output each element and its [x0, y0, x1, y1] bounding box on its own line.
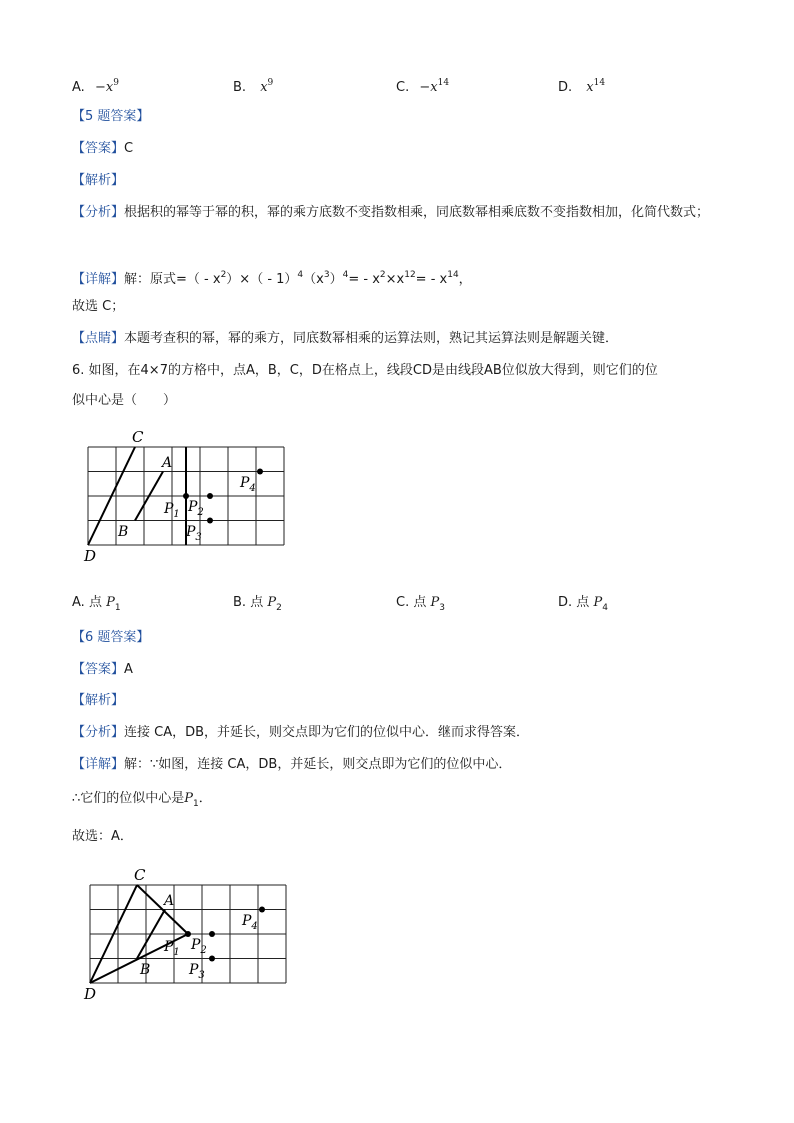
sub: 3 — [195, 532, 202, 543]
q5-option-d — [558, 74, 605, 97]
q6-option-c — [396, 594, 445, 617]
option-p: P — [267, 595, 277, 610]
detail-part: ）×（ - 1） — [226, 272, 298, 287]
detail-exp: 12 — [404, 270, 416, 280]
detail-part: 解：原式=（ - x — [124, 272, 221, 287]
p: P — [191, 937, 201, 953]
detail-exp: 2 — [379, 270, 386, 280]
option-letter: A. — [72, 595, 85, 610]
q5-key-point — [72, 330, 618, 348]
point-p4 — [257, 469, 263, 475]
exponent: 14 — [437, 78, 450, 88]
p: P — [188, 499, 198, 515]
option-sub: 4 — [602, 603, 608, 613]
label-p1 — [163, 501, 180, 520]
label-c: C — [134, 866, 146, 884]
answer-tag: 【答案】 — [72, 141, 125, 156]
exponent: 9 — [267, 78, 274, 88]
base: x — [586, 80, 594, 95]
point-p4 — [259, 907, 265, 913]
q6-therefore — [72, 790, 212, 813]
sub: 2 — [200, 945, 207, 956]
option-text: 点 — [250, 595, 264, 610]
detail-part: （x — [303, 272, 324, 287]
detail-tag: 【详解】 — [72, 272, 125, 287]
option-sub: 1 — [114, 603, 121, 613]
label-p4 — [239, 475, 256, 494]
detail-exp: 4 — [342, 270, 349, 280]
sub: 4 — [251, 921, 258, 932]
option-letter: B. — [233, 595, 247, 610]
option-math — [586, 80, 605, 95]
sub: 1 — [173, 509, 180, 520]
q6-option-d — [558, 594, 608, 617]
label-p1 — [163, 939, 180, 958]
option-letter: C. — [396, 595, 410, 610]
analysis-tag: 【分析】 — [72, 725, 125, 740]
option-letter: B. — [233, 80, 247, 95]
analysis-text: 连接 CA，DB，并延长，则交点即为它们的位似中心．继而求得答案． — [124, 725, 530, 740]
detail-exp: 14 — [447, 270, 459, 280]
q6-stem-line2: 似中心是（ ） — [72, 393, 177, 408]
label-a: A — [164, 893, 175, 909]
detail-part: = - x — [348, 272, 380, 287]
label-c: C — [132, 428, 144, 446]
q6-detail — [72, 756, 511, 774]
detail-exp: 4 — [297, 270, 304, 280]
option-math — [419, 80, 449, 95]
p: P — [164, 501, 174, 517]
sign: − — [94, 80, 106, 95]
q6-answer-heading: 【6 题答案】 — [72, 630, 150, 645]
detail-exp: 2 — [220, 270, 227, 280]
detail-tag: 【详解】 — [72, 757, 125, 772]
q6-analysis — [72, 724, 529, 742]
q5-detail — [72, 266, 472, 289]
sub: 1 — [173, 947, 180, 958]
option-letter: A. — [72, 80, 85, 95]
detail-part: ×x — [385, 272, 405, 287]
q6-choice: 故选：A． — [72, 829, 133, 844]
q6-option-a — [72, 594, 121, 617]
p: P — [240, 475, 250, 491]
q5-answer-heading: 【5 题答案】 — [72, 109, 150, 124]
key-point-text: 本题考查积的幂，幂的乘方，同底数幂相乘的运算法则，熟记其运算法则是解题关键． — [124, 331, 619, 346]
exponent: 14 — [593, 78, 606, 88]
q6-answer — [72, 661, 133, 679]
answer-value: A — [124, 662, 133, 677]
label-a: A — [162, 455, 173, 471]
option-p: P — [430, 595, 440, 610]
therefore-end: ． — [198, 791, 212, 806]
point-p3 — [207, 518, 213, 524]
label-d: D — [84, 985, 97, 1003]
point-p2 — [207, 493, 213, 499]
label-p2 — [187, 499, 204, 518]
q5-option-a — [72, 74, 119, 97]
exponent: 9 — [113, 78, 119, 88]
option-text: 点 — [88, 595, 102, 610]
q5-answer — [72, 140, 133, 158]
option-letter: C. — [396, 80, 410, 95]
point-p3 — [209, 956, 215, 962]
p: P — [164, 939, 174, 955]
option-p: P — [106, 595, 115, 610]
detail-exp: 3 — [323, 270, 330, 280]
label-d: D — [84, 547, 97, 565]
therefore-p: P — [184, 791, 194, 806]
p: P — [186, 524, 196, 540]
option-letter: D. — [558, 80, 573, 95]
point-p2 — [209, 931, 215, 937]
label-b: B — [118, 524, 129, 540]
option-sub: 3 — [439, 603, 445, 613]
q5-jiexi-heading: 【解析】 — [72, 173, 125, 188]
detail-part: ， — [458, 272, 472, 287]
analysis-tag: 【分析】 — [72, 205, 125, 220]
label-b: B — [140, 962, 151, 978]
label-p3 — [185, 524, 202, 543]
therefore-text: ∴它们的位似中心是 — [72, 791, 185, 806]
q5-choice: 故选 C； — [72, 299, 125, 314]
base: x — [260, 80, 268, 95]
base: x — [430, 80, 438, 95]
key-point-tag: 【点睛】 — [72, 331, 125, 346]
q5-option-c — [396, 74, 449, 97]
answer-tag: 【答案】 — [72, 662, 125, 677]
answer-value: C — [124, 141, 134, 156]
option-text: 点 — [576, 595, 590, 610]
option-sub: 2 — [276, 603, 282, 613]
sub: 3 — [198, 970, 205, 981]
therefore-sub: 1 — [193, 799, 199, 809]
option-p: P — [593, 595, 603, 610]
analysis-text: 根据积的幂等于幂的积，幂的乘方底数不变指数相乘，同底数幂相乘底数不变指数相加，化简代数式； — [124, 205, 710, 220]
q6-stem-line1: 6. 如图，在4×7的方格中，点A，B，C，D在格点上，线段CD是由线段AB位似放大得到，则它们的位 — [72, 363, 658, 378]
q6-grid-figure — [70, 420, 310, 570]
q6-jiexi-heading: 【解析】 — [72, 693, 125, 708]
p: P — [189, 962, 199, 978]
q5-analysis — [72, 198, 722, 228]
q6-option-b — [233, 594, 282, 617]
label-p4 — [241, 913, 258, 932]
q5-option-b — [233, 74, 273, 97]
p: P — [242, 913, 252, 929]
q6-solution-figure — [72, 858, 312, 1008]
detail-part: = - x — [415, 272, 448, 287]
label-p2 — [190, 937, 207, 956]
option-letter: D. — [558, 595, 573, 610]
option-math — [260, 80, 273, 95]
sub: 4 — [249, 483, 256, 494]
option-math — [95, 80, 119, 95]
sign: − — [419, 80, 431, 95]
option-text: 点 — [413, 595, 427, 610]
detail-part: ） — [329, 272, 343, 287]
detail-text: 解：∵如图，连接 CA，DB，并延长，则交点即为它们的位似中心． — [124, 757, 512, 772]
base: x — [105, 80, 114, 95]
sub: 2 — [197, 507, 204, 518]
